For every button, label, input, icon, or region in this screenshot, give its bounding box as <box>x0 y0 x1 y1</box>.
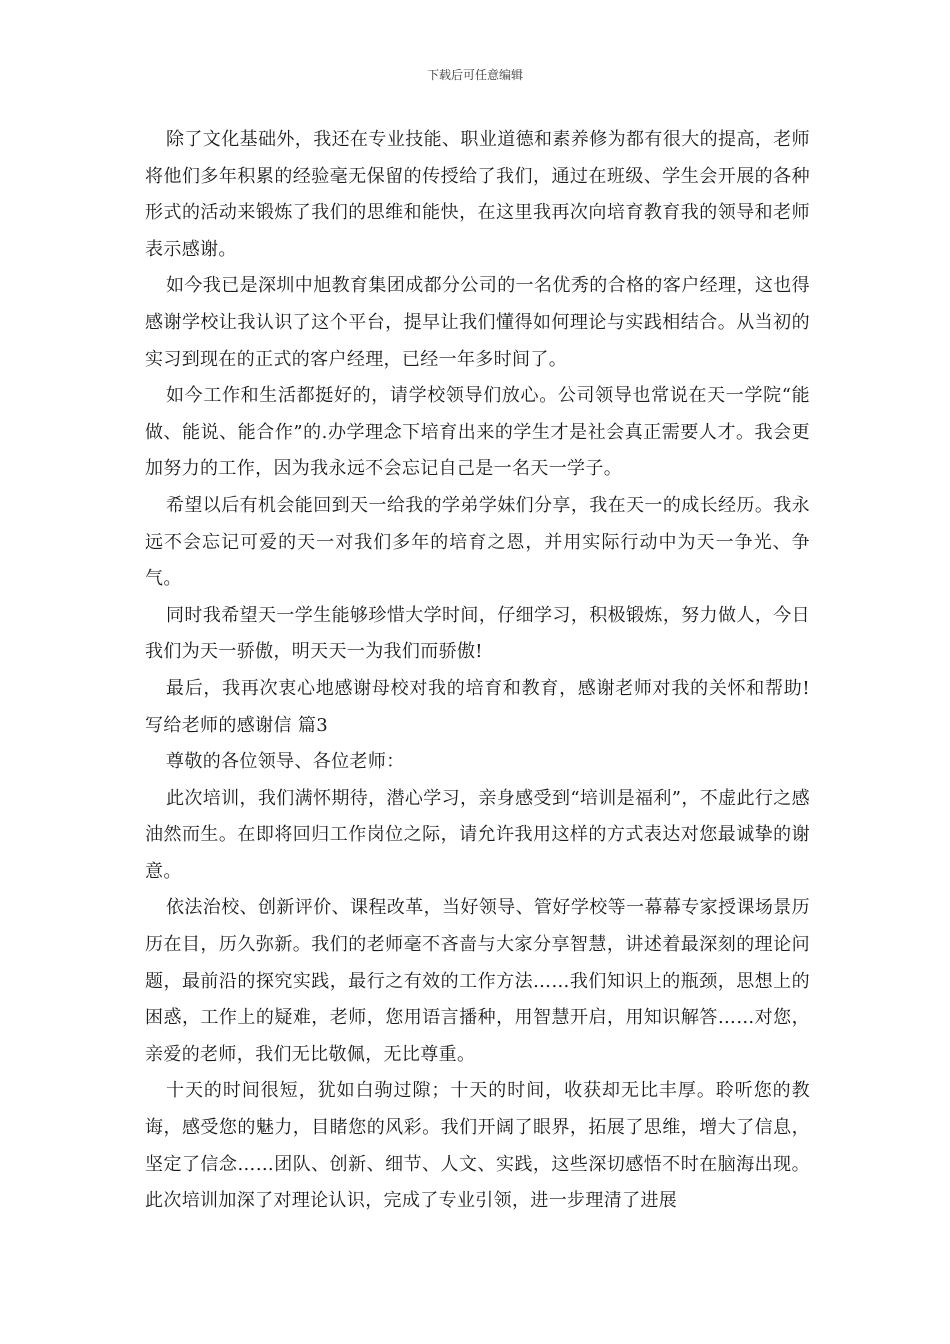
page-header: 下载后可任意编辑 <box>426 68 523 82</box>
paragraph: 如今我已是深圳中旭教育集团成都分公司的一名优秀的合格的客户经理，这也得感谢学校让我认识了这个平台，提早让我们懂得如何理论与实践相结合。从当初的实习到现在的正式的客户经理，已经一年多时间了。 <box>145 275 810 370</box>
paragraph: 如今工作和生活都挺好的，请学校领导们放心。公司领导也常说在天一学院“能做、能说、能合作”的.办学理念下培育出来的学生才是社会真正需要人才。我会更加努力的工作，因为我永远不会忘记自己是一名天一学子。 <box>145 385 810 480</box>
paragraph: 最后，我再次衷心地感谢母校对我的培育和教育，感谢老师对我的关怀和帮助!写给老师的感谢信 篇3 <box>145 677 810 736</box>
document-body <box>145 122 810 1220</box>
paragraph: 依法治校、创新评价、课程改革，当好领导、管好学校等一幕幕专家授课场景历历在目，历久弥新。我们的老师毫不吝啬与大家分享智慧，讲述着最深刻的理论问题，最前沿的探究实践，最行之有效的工作方法……我们知识上的瓶颈，思想上的困惑，工作上的疑难，老师，您用语言播种，用智慧开启，用知识解答……对您，亲爱的老师，我们无比敬佩，无比尊重。 <box>145 897 810 1065</box>
paragraph: 除了文化基础外，我还在专业技能、职业道德和素养修为都有很大的提高，老师将他们多年积累的经验毫无保留的传授给了我们，通过在班级、学生会开展的各种形式的活动来锻炼了我们的思维和能快，在这里我再次向培育教育我的领导和老师表示感谢。 <box>145 129 810 260</box>
salutation: 尊敬的各位领导、各位老师： <box>166 751 405 773</box>
paragraph: 同时我希望天一学生能够珍惜大学时间，仔细学习，积极锻炼，努力做人，今日我们为天一骄傲，明天天一为我们而骄傲! <box>145 604 810 663</box>
paragraph: 十天的时间很短，犹如白驹过隙；十天的时间，收获却无比丰厚。聆听您的教诲，感受您的魅力，目睹您的风彩。我们开阔了眼界，拓展了思维，增大了信息，坚定了信念……团队、创新、细节、人文、实践，这些深切感悟不时在脑海出现。此次培训加深了对理论认识，完成了专业引领，进一步理清了进展 <box>145 1080 810 1212</box>
paragraph: 希望以后有机会能回到天一给我的学弟学妹们分享，我在天一的成长经历。我永远不会忘记可爱的天一对我们多年的培育之恩，并用实际行动中为天一争光、争气。 <box>145 494 810 590</box>
paragraph: 此次培训，我们满怀期待，潜心学习，亲身感受到“培训是福利”，不虚此行之感油然而生。在即将回归工作岗位之际，请允许我用这样的方式表达对您最诚挚的谢意。 <box>145 787 810 882</box>
